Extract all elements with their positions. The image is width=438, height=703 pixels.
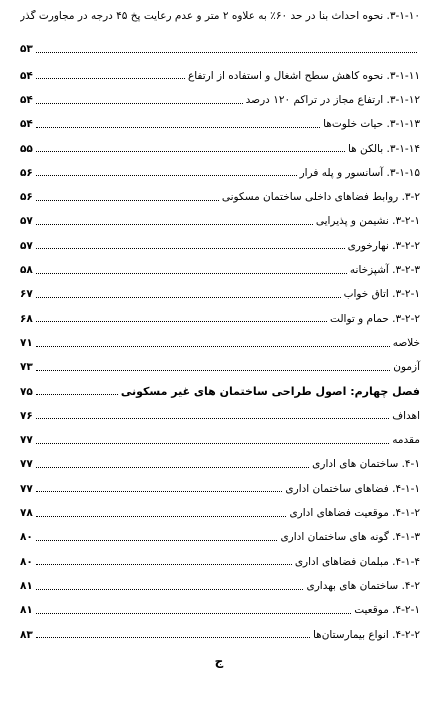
toc-entry	[20, 520, 420, 544]
toc-entry-title: ۴-۱-۳. گونه های ساختمان اداری	[280, 531, 420, 544]
toc-leader-dots	[36, 613, 351, 614]
toc-leader-dots	[36, 516, 287, 517]
toc-entry-title: مقدمه	[392, 434, 420, 447]
toc-leader-dots	[36, 418, 389, 419]
toc-entry-page: ۷۱	[20, 336, 33, 349]
toc-leader-dots	[36, 78, 185, 79]
toc-entry-page: ۵۶	[20, 166, 33, 179]
toc-entry	[20, 350, 420, 374]
toc-leader-dots	[36, 637, 310, 638]
toc-leader-dots	[36, 273, 347, 274]
toc-leader-dots	[36, 103, 243, 104]
toc-entry	[20, 301, 420, 325]
toc-entry	[20, 204, 420, 228]
toc-entry	[20, 228, 420, 252]
toc-entry-title: اهداف	[392, 409, 420, 422]
toc-entry	[20, 398, 420, 422]
toc-leader-dots	[36, 151, 345, 152]
toc-entry-page: ۵۷	[20, 239, 33, 252]
toc-entry	[20, 155, 420, 179]
toc-chapter-entry	[20, 374, 420, 398]
toc-leader-dots	[36, 394, 118, 395]
toc-entry-title: ۳-۲-۳. آشپزخانه	[349, 264, 420, 277]
toc-entry-title: ۳-۱-۱۲. ارتفاع مجاز در تراکم ۱۲۰ درصد	[245, 94, 420, 106]
toc-leader-dots	[36, 175, 297, 176]
toc-entry-title: فصل چهارم: اصول طراحی ساختمان های غیر مسکونی	[120, 384, 420, 398]
toc-entry	[20, 544, 420, 568]
toc-entry-title: ۳-۱-۱۰. نحوه احداث بنا در حد ۶۰٪ به علاوه ۲ متر و عدم رعایت پخ ۴۵ درجه در مجاورت گذر	[20, 10, 420, 22]
toc-leader-dots	[36, 297, 341, 298]
toc-entry-title: ۳-۲-۲. نهارخوری	[347, 239, 420, 252]
toc-entry	[20, 82, 420, 106]
toc-entry-title: ۳-۲. روابط فضاهای داخلی ساختمان مسکونی	[221, 191, 420, 204]
toc-leader-dots	[36, 127, 320, 128]
toc-leader-dots	[36, 540, 278, 541]
toc-entry-page: ۷۸	[20, 507, 33, 520]
toc-entry-title: آزمون	[393, 361, 420, 374]
toc-entry-page: ۸۰	[20, 531, 33, 544]
toc-entry	[20, 10, 420, 58]
toc-entry	[20, 58, 420, 82]
toc-entry	[20, 471, 420, 495]
toc-entry-title: ۴-۱. ساختمان های اداری	[312, 458, 420, 471]
toc-leader-dots	[36, 346, 390, 347]
toc-entry	[20, 131, 420, 155]
toc-entry-title: ۳-۲-۲. حمام و توالت	[330, 312, 420, 325]
toc-entry-page: ۷۷	[20, 458, 33, 471]
toc-entry	[20, 447, 420, 471]
toc-leader-dots	[36, 467, 309, 468]
toc-entry-page: ۵۴	[20, 94, 33, 106]
toc-leader-dots	[36, 200, 219, 201]
toc-entry	[20, 593, 420, 617]
toc-entry-title: خلاصه	[392, 336, 420, 349]
toc-entry-title: ۳-۱-۱۱. نحوه کاهش سطح اشغال و استفاده از ارتفاع	[187, 69, 420, 82]
toc-entry	[20, 179, 420, 203]
toc-entry-title: ۳-۲-۱. اتاق خواب	[343, 288, 420, 301]
toc-entry-title: ۴-۲. ساختمان های بهداری	[306, 579, 420, 592]
toc-entry-title: ۳-۱-۱۵. آسانسور و پله فرار	[299, 166, 420, 179]
toc-entry	[20, 568, 420, 592]
page-number: ج	[214, 654, 224, 668]
toc-leader-dots	[36, 564, 292, 565]
toc-leader-dots	[36, 589, 304, 590]
toc-entry	[20, 252, 420, 276]
toc-entry-title: ۴-۱-۱. فضاهای ساختمان اداری	[285, 482, 420, 495]
toc-entry-page: ۵۶	[20, 191, 33, 204]
toc-leader-dots	[36, 443, 389, 444]
toc-entry-page: ۵۷	[20, 215, 33, 228]
toc-entry-page: ۷۷	[20, 434, 33, 447]
toc-entry	[20, 277, 420, 301]
toc-entry-page: ۷۵	[20, 385, 33, 398]
toc-entry-page: ۵۵	[20, 142, 33, 155]
toc-entry	[20, 617, 420, 641]
toc-entry	[20, 325, 420, 349]
toc-entry-page: ۷۳	[20, 361, 33, 374]
table-of-contents	[20, 10, 420, 641]
toc-entry-title: ۴-۲-۱. موقعیت	[354, 604, 420, 617]
toc-entry-page: ۵۳	[20, 43, 33, 56]
toc-entry-page: ۶۸	[20, 312, 33, 325]
toc-leader-dots	[36, 224, 313, 225]
toc-entry	[20, 107, 420, 131]
toc-entry-title: ۳-۲-۱. نشیمن و پذیرایی	[315, 215, 420, 228]
toc-leader-dots	[36, 248, 345, 249]
toc-entry-page: ۷۶	[20, 409, 33, 422]
toc-entry	[20, 422, 420, 446]
toc-entry-title: ۴-۱-۲. موقعیت فضاهای اداری	[289, 507, 420, 520]
toc-entry-title: ۴-۱-۴. مبلمان فضاهای اداری	[294, 555, 420, 568]
toc-entry-title: ۴-۲-۲. انواع بیمارستان‌ها	[312, 628, 420, 641]
toc-entry-title: ۳-۱-۱۳. حیات خلوت‌ها	[323, 118, 420, 131]
toc-entry-page: ۶۷	[20, 288, 33, 301]
toc-entry-page: ۵۸	[20, 264, 33, 277]
toc-entry-page: ۵۴	[20, 69, 33, 82]
toc-entry-page: ۵۴	[20, 118, 33, 131]
toc-entry-title: ۳-۱-۱۴. بالکن ها	[347, 142, 420, 155]
toc-entry	[20, 495, 420, 519]
toc-entry-page: ۸۱	[20, 579, 33, 592]
toc-leader-dots	[36, 52, 417, 53]
toc-entry-page: ۸۰	[20, 555, 33, 568]
toc-entry-page: ۸۱	[20, 604, 33, 617]
toc-entry-page: ۷۷	[20, 482, 33, 495]
toc-entry-page: ۸۳	[20, 628, 33, 641]
toc-leader-dots	[36, 491, 283, 492]
toc-leader-dots	[36, 321, 327, 322]
toc-leader-dots	[36, 370, 390, 371]
